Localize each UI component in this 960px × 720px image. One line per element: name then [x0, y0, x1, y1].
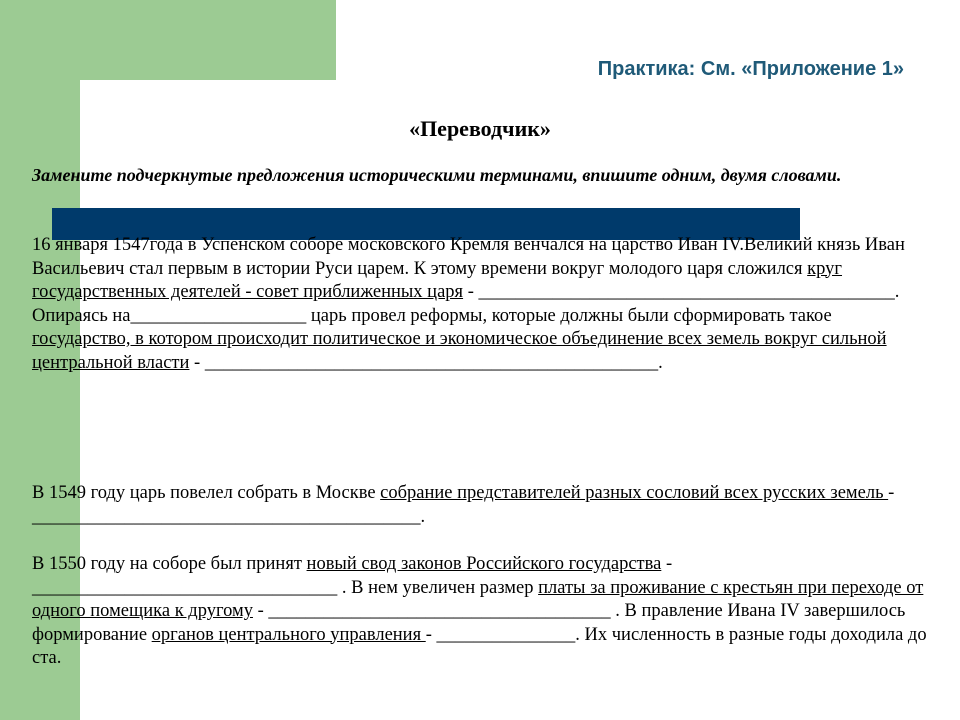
underlined-phrase: платы за проживание с крестьян при переходе от одного помещика к другому — [32, 577, 924, 621]
underlined-phrase: собрание представителей разных сословий всех русских земель — [380, 483, 889, 503]
answer-blank: _________________________________________________ — [204, 352, 659, 373]
green-top-band — [80, 0, 336, 80]
slide-header: Практика: См. «Приложение 1» — [597, 58, 904, 80]
underlined-phrase: органов центрального управления — [151, 624, 426, 645]
paragraph-assembly: В 1549 году царь повелел собрать в Москве собрание представителей разных сословий всех русских земель - __________________________________________. — [32, 483, 895, 527]
underlined-phrase: новый свод законов Российского государства — [306, 554, 662, 574]
answer-blank: _________________________________ — [32, 577, 338, 598]
underlined-phrase: круг государственных деятелей - совет приближенных царя — [32, 258, 843, 302]
instruction-text: Замените подчеркнутые предложения историческими терминами, впишите одним, двумя словами. — [32, 165, 842, 185]
underlined-phrase: государство, в котором происходит политическое и экономическое объединение всех земель вокруг сильной центральной власти — [32, 329, 887, 373]
section-title: «Переводчик» — [409, 116, 551, 141]
paragraph-law-code: В 1550 году на соборе был принят новый свод законов Российского государства - _________________________________ . В нем увеличен размер платы за проживание с крестьян при переходе от одного помещика к другому - _____________________________________ . В правление Ивана IV завершилось формирование органов центрального управления - _______________. Их численность в разные годы доходила до ста. — [32, 554, 927, 668]
answer-blank: _____________________________________________ — [478, 282, 895, 302]
answer-blank: __________________________________________ — [32, 506, 421, 527]
answer-blank: ___________________ — [130, 305, 307, 326]
paragraph-coronation: 16 января 1547года в Успенском соборе московского Кремля венчался на царство Иван IV.Великий князь Иван Васильевич стал первым в истории Руси царем. К этому времени вокруг молодого царя сложился круг государственных деятелей - совет приближенных царя - _____________________________________________. Опираясь на___________________ царь провел реформы, которые должны были сформировать такое государство, в котором происходит политическое и экономическое объединение всех земель вокруг сильной центральной власти - _________________________________________________. — [32, 235, 905, 373]
answer-blank: _______________ — [436, 624, 576, 645]
answer-blank: _____________________________________ — [268, 601, 611, 621]
